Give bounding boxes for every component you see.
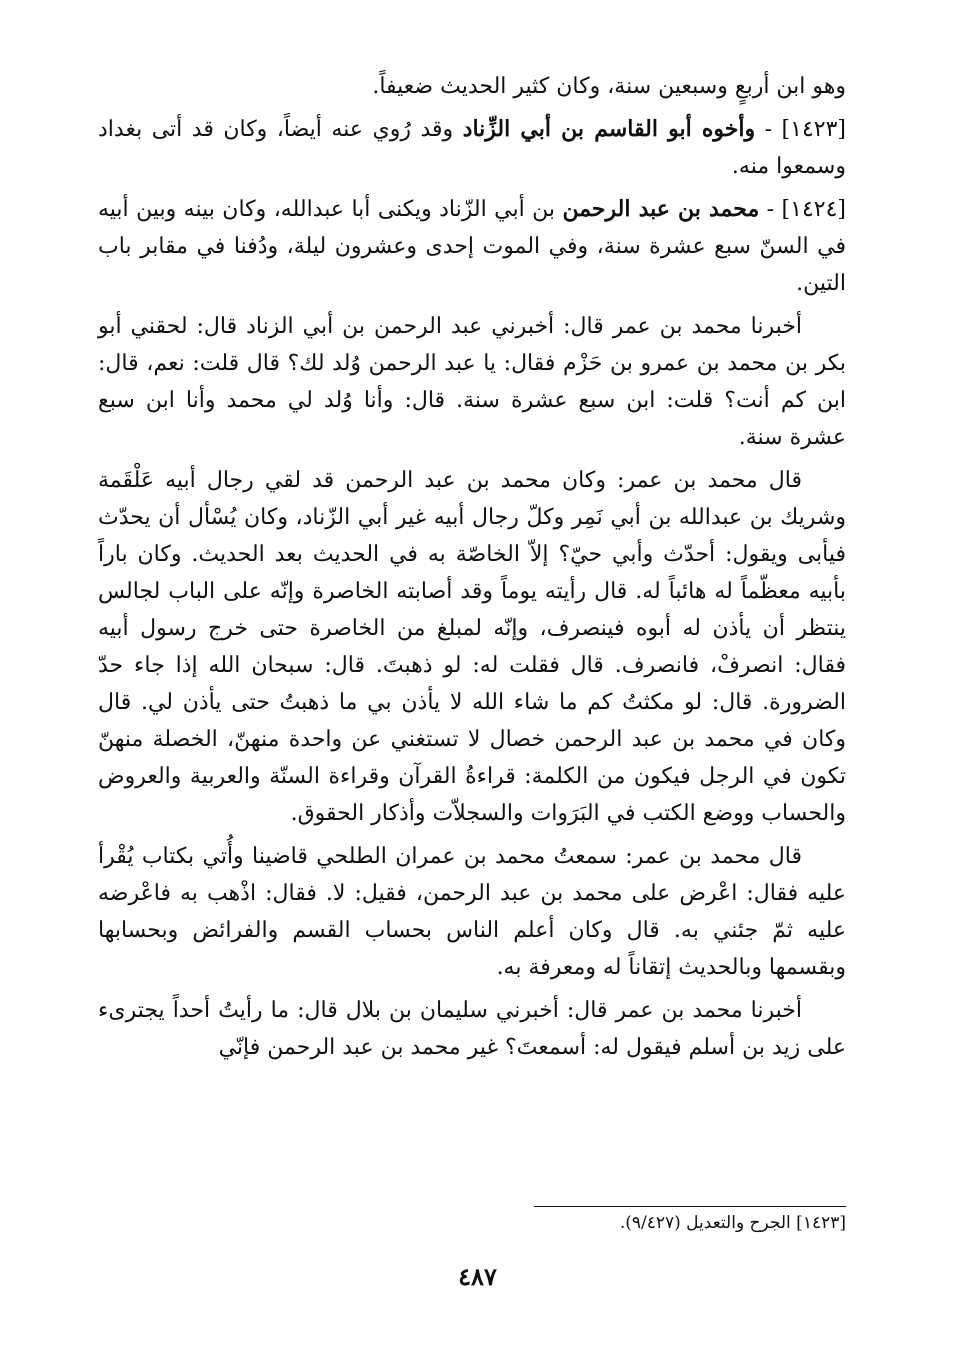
entry-text: بن أبي الزّناد ويكنى أبا عبدالله، وكان بينه وبين أبيه في السنّ سبع عشرة سنة، وفي الموت إحدى وعشرون ليلة، ودُفنا في مقابر باب التين. xyxy=(98,197,846,296)
footnote-divider xyxy=(534,1206,846,1207)
paragraph-narration-2 xyxy=(98,462,846,832)
entry-number: [١٤٢٣] - xyxy=(755,117,846,142)
paragraph-text: وهو ابن أربعٍ وسبعين سنة، وكان كثير الحديث ضعيفاً. xyxy=(372,74,846,99)
entry-number: [١٤٢٤] - xyxy=(759,197,846,222)
entry-name: محمد بن عبد الرحمن xyxy=(562,196,760,222)
entry-text: وقد رُوي عنه أيضاً، وكان قد أتى بغداد وسمعوا منه. xyxy=(98,117,846,179)
entry-1423 xyxy=(98,111,846,185)
paragraph-text: أخبرنا محمد بن عمر قال: أخبرني سليمان بن بلال قال: ما رأيتُ أحداً يجترىء على زيد بن أسلم فيقول له: أسمعتَ؟ غير محمد بن عبد الرحمن فإنّي xyxy=(98,998,846,1060)
paragraph-text: أخبرنا محمد بن عمر قال: أخبرني عبد الرحمن بن أبي الزناد قال: لحقني أبو بكر بن محمد بن عمرو بن حَزْم فقال: يا عبد الرحمن وُلد لك؟ قال قلت: نعم، قال: ابن كم أنت؟ قلت: ابن سبع عشرة سنة. قال: وأنا وُلد لي محمد وأنا ابن سبع عشرة سنة. xyxy=(98,314,846,450)
paragraph-text: قال محمد بن عمر: وكان محمد بن عبد الرحمن قد لقي رجال أبيه عَلْقَمة وشريك بن عبدالله بن أبي نَمِر وكلّ رجال أبيه غير أبي الزّناد، وكان يُسْأل أن يحدّث فيأبى ويقول: أحدّث وأبي حيّ؟ إلاّ الخاصّة به في الحديث بعد الحديث. وكان باراً بأبيه معظّماً له هائباً له. قال رأيته يوماً وقد أصابته الخاصرة وإنّه على الباب لجالس ينتظر أن يأذن له أبوه فينصرف، وإنّه لمبلغ من الخاصرة حتى خرج رسول أبيه فقال: انصرفْ، فانصرف. قال فقلت له: لو ذهبتَ. قال: سبحان الله إذا جاء حدّ الضرورة. قال: لو مكثتُ كم ما شاء الله لا يأذن بي ما ذهبتُ حتى يأذن لي. قال وكان في محمد بن عبد الرحمن خصال لا تستغني عن واحدة منهنّ، الخصلة منهنّ تكون في الرجل فيكون من الكلمة: قراءةُ القرآن وقراءة السنّة والعربية والعروض والحساب ووضع الكتب في البَرَوات والسجلاّت وأذكار الحقوق. xyxy=(98,468,846,826)
paragraph-narration-4 xyxy=(98,992,846,1066)
paragraph-narration-1 xyxy=(98,308,846,456)
footnote: [١٤٢٣] الجرح والتعديل (٩/٤٢٧). xyxy=(619,1213,846,1233)
paragraph-continuation xyxy=(98,68,846,105)
page-body xyxy=(98,68,846,1072)
paragraph-text: قال محمد بن عمر: سمعتُ محمد بن عمران الطلحي قاضينا وأُتي بكتاب يُقْرأ عليه فقال: اعْرض على محمد بن عبد الرحمن، فقيل: لا. فقال: اذْهب به فاعْرضه عليه ثمّ جئني به. قال وكان أعلم الناس بحساب القسم والفرائض وبحسابها وبقسمها وبالحديث إتقاناً له ومعرفة به. xyxy=(98,844,846,980)
entry-name: وأخوه أبو القاسم بن أبي الزِّناد xyxy=(462,116,756,142)
entry-1424 xyxy=(98,191,846,302)
paragraph-narration-3 xyxy=(98,838,846,986)
page-number: ٤٨٧ xyxy=(458,1262,497,1291)
